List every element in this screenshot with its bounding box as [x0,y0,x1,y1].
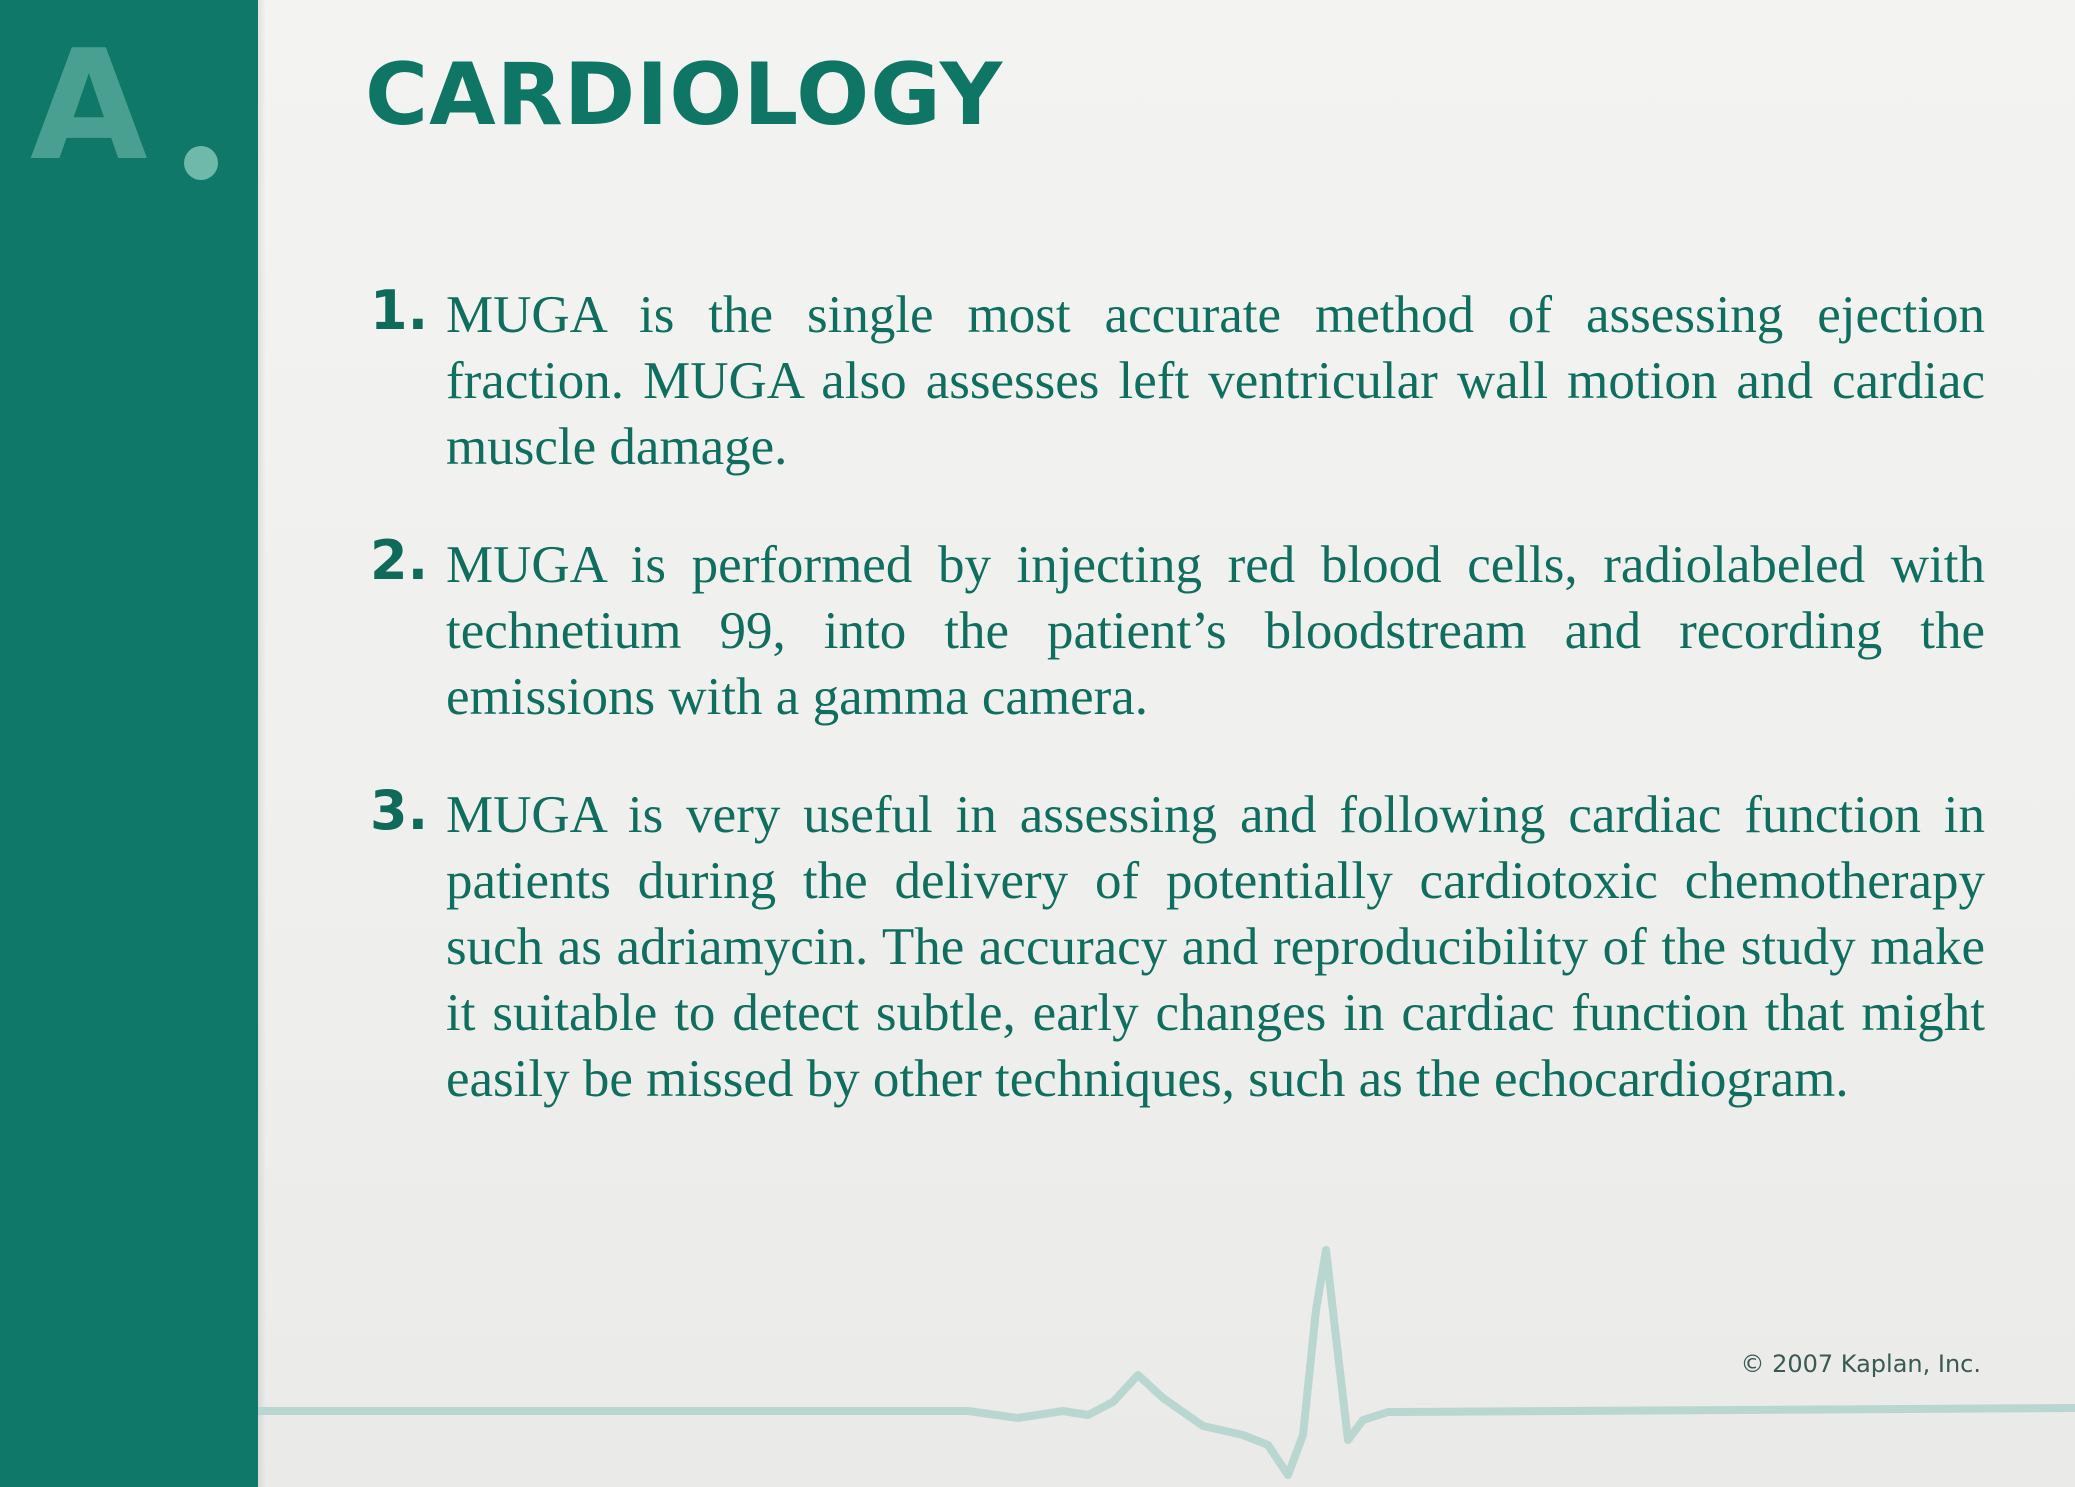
fact-item [370,779,1985,1112]
fact-item [370,529,1985,730]
copyright-text: © 2007 Kaplan, Inc. [1740,1350,1981,1378]
card-title: CARDIOLOGY [365,45,1004,145]
fact-list [370,279,1985,1164]
fact-number: 3. [370,779,429,842]
section-letter: A [30,17,144,194]
fact-number: 1. [370,279,429,342]
section-sidebar [0,0,258,1487]
section-dot [184,146,218,180]
fact-text: MUGA is the single most accurate method of assessing ejection fraction. MUGA also assesses left ventricular wall motion and cardiac muscle damage. [446,286,1985,476]
fact-item [370,279,1985,480]
fact-text: MUGA is performed by injecting red blood cells, radiolabeled with technetium 99, into the patient’s bloodstream and recording the emissions with a gamma camera. [446,536,1985,726]
fact-number: 2. [370,529,429,592]
fact-text: MUGA is very useful in assessing and following cardiac function in patients during the delivery of potentially cardiotoxic chemotherapy such as adriamycin. The accuracy and reproducibility of the study make it suitable to detect subtle, early changes in cardiac function that might easily be missed by other techniques, such as the echocardiogram. [446,786,1985,1108]
